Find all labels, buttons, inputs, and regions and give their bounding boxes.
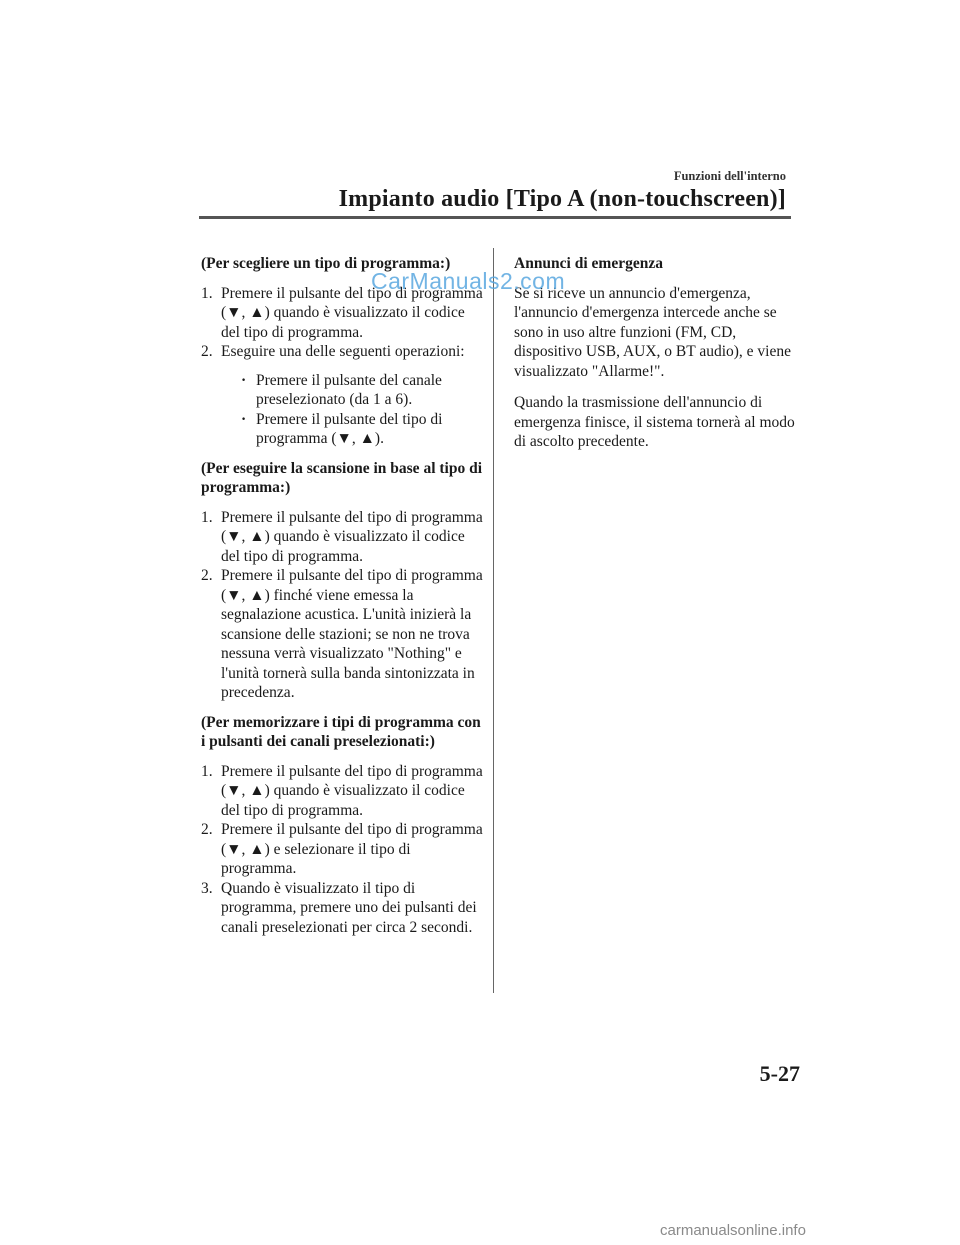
page-number: 5-27 [759, 1061, 800, 1086]
footer-url[interactable]: carmanualsonline.info [660, 1222, 806, 1239]
header-rule [199, 216, 791, 219]
steps-select-program-type [201, 284, 483, 449]
steps-store-program-types [201, 762, 483, 938]
bullet-list [221, 371, 483, 449]
step-number: 1. [201, 284, 213, 302]
column-divider [493, 248, 494, 993]
step-number: 2. [201, 343, 213, 360]
page-title: Impianto audio [Tipo A (non-touchscreen)] [338, 186, 786, 212]
list-item [201, 508, 483, 567]
step-number: 2. [201, 567, 213, 584]
step-number: 3. [201, 879, 213, 897]
list-item [201, 762, 483, 821]
list-item [201, 342, 483, 449]
step-text: Premere il pulsante del tipo di programma (▼, ▲) quando è visualizzato il codice del tipo di programma. [221, 508, 483, 565]
watermark-link[interactable]: CarManuals2.com [371, 268, 566, 294]
heading-select-program-type: (Per scegliere un tipo di programma:) [201, 255, 451, 272]
step-text: Premere il pulsante del tipo di programma (▼, ▲) quando è visualizzato il codice del tipo di programma. [221, 284, 483, 341]
section-label: Funzioni dell'interno [673, 169, 786, 183]
list-item [201, 566, 483, 703]
step-text: Premere il pulsante del tipo di programma (▼, ▲) finché viene emessa la segnalazione acustica. L'unità inizierà la scansione delle stazioni; se non ne trova nessuna verrà visualizzato "Nothing" e l'unità tornerà sulla banda sintonizzata in precedenza. [221, 567, 483, 701]
step-number: 1. [201, 762, 213, 780]
list-item [201, 820, 483, 879]
bullet-item: · Premere il pulsante del canale preselezionato (da 1 a 6). [237, 371, 483, 410]
paragraph: Quando la trasmissione dell'annuncio di emergenza finisce, il sistema tornerà al modo di ascolto precedente. [514, 394, 795, 450]
paragraph: Se si riceve un annuncio d'emergenza, l'annuncio d'emergenza intercede anche se sono in uso altre funzioni (FM, CD, dispositivo USB, AUX, o BT audio), e viene visualizzato "Allarme!". [514, 284, 791, 380]
step-text: Premere il pulsante del tipo di programma (▼, ▲) quando è visualizzato il codice del tipo di programma. [221, 762, 483, 819]
steps-scan-program-type [201, 508, 483, 703]
step-text: Premere il pulsante del tipo di programma (▼, ▲) e selezionare il tipo di programma. [221, 821, 483, 877]
heading-scan-program-type: (Per eseguire la scansione in base al tipo di programma:) [201, 459, 483, 496]
heading-emergency-announcements: Annunci di emergenza [514, 255, 663, 272]
step-text: Eseguire una delle seguenti operazioni: [221, 343, 465, 360]
heading-store-program-types: (Per memorizzare i tipi di programma con i pulsanti dei canali preselezionati:) [201, 713, 481, 750]
bullet-item: · Premere il pulsante del tipo di programma (▼, ▲). [237, 410, 483, 449]
step-number: 1. [201, 508, 213, 526]
list-item [201, 879, 483, 938]
step-number: 2. [201, 821, 213, 838]
left-column [201, 254, 483, 947]
step-text: Quando è visualizzato il tipo di programma, premere uno dei pulsanti dei canali preselezionati per circa 2 secondi. [221, 879, 477, 936]
